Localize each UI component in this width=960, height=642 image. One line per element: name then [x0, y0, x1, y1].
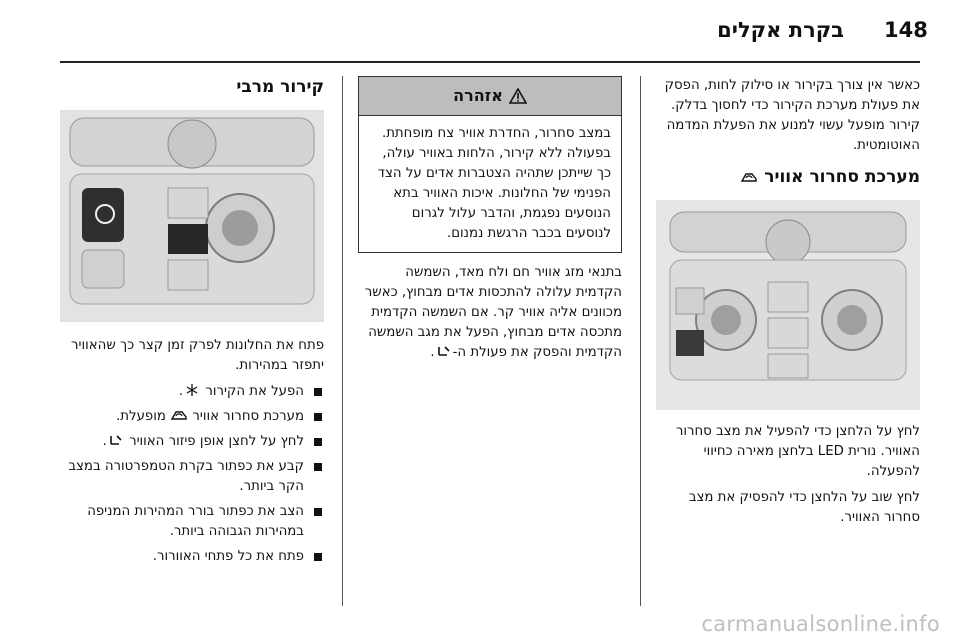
recirculation-icon: [170, 409, 188, 421]
column-right: [656, 76, 920, 534]
warning-header: [359, 77, 621, 116]
page-title: בקרת אקלים: [717, 18, 844, 42]
warning-box: [358, 76, 622, 253]
step-text: פתח את כל פתחי האוורור.: [152, 549, 304, 564]
fogging-paragraph: בתנאי מזג אוויר חם ולח מאד, השמשה הקדמית עלולה להתכסות אדים מבחוץ, כאשר מכוונים אליה אוויר קר. אם השמשה הקדמית מתכסה אדים מבחוץ, הפעל את מגב השמשה הקדמית והפסק את פעולת ה-.: [364, 265, 622, 360]
list-item: מערכת סחרור אוויר מופעלת.: [60, 407, 324, 427]
list-item: הפעל את הקירור .: [60, 382, 324, 402]
column-divider-left: [342, 76, 343, 606]
column-left: [60, 76, 324, 572]
air-distribution-icon: [107, 434, 125, 446]
watermark: carmanualsonline.info: [701, 612, 940, 636]
step-text: הצב את כפתור בורר המהירות המניפה במהירות הגבוהה ביותר.: [87, 504, 304, 539]
recirculation-on-text: לחץ על הלחצן כדי להפעיל את מצב סחרור האוויר. נורית LED בלחצן מאירה כחיווי להפעלה.: [675, 424, 920, 479]
column-middle: [358, 76, 622, 369]
warning-triangle-icon: [509, 88, 527, 104]
recirculation-heading-text: מערכת סחרור אוויר: [764, 167, 920, 187]
snowflake-icon: [183, 384, 201, 396]
page-header: [0, 0, 960, 62]
page-number: 148: [884, 18, 928, 42]
list-item: [60, 457, 324, 497]
warning-title: אזהרה: [453, 86, 503, 105]
recirculation-photo: [656, 200, 920, 410]
max-cooling-steps: [60, 382, 324, 567]
step-text: קבע את כפתור בקרת הטמפרטורה במצב הקר ביותר.: [68, 459, 304, 494]
max-cooling-heading: קירור מרבי: [236, 77, 324, 97]
max-cooling-intro: פתח את החלונות לפרק זמן קצר כך שהאוויר יתפזר במהירות.: [71, 338, 324, 373]
climate-panel-closeup-image: [60, 110, 324, 322]
header-rule: [60, 61, 920, 63]
recirculation-off-text: לחץ שוב על הלחצן כדי להפסיק את מצב סחרור האוויר.: [688, 490, 920, 525]
step-text: הפעל את הקירור: [205, 384, 304, 399]
step-text: לחץ על לחצן אופן פיזור האוויר: [129, 434, 304, 449]
max-cooling-photo: [60, 110, 324, 322]
list-item: לחץ על לחצן אופן פיזור האוויר .: [60, 432, 324, 452]
air-distribution-icon: [435, 345, 453, 357]
cooling-intro-text: כאשר אין צורך בקירור או סילוק לחות, הפסק את פעולת מערכת הקירור כדי לחסוך בדלק. קירור מופעל עשוי למנוע את הפעלת המדמה האוטומטית.: [664, 78, 920, 153]
column-divider-right: [640, 76, 641, 606]
step-text: מערכת סחרור אוויר: [192, 409, 304, 424]
list-item: [60, 547, 324, 567]
fogging-suffix: ה-: [452, 345, 467, 360]
recirculation-icon: [740, 171, 758, 183]
warning-text: במצב סחרור, החדרת אוויר צח מופחתת. בפעולה ללא קירור, הלחות באוויר עולה, כך שייתכן שתהיה הצטברות אדים על הצד הפנימי של החלונות. איכות האוויר בתא הנוסעים נפגמת, והדבר עלול לגרום לנוסעים בכבר הרגשת נמנום.: [377, 126, 611, 241]
recirculation-heading: [656, 166, 920, 188]
climate-panel-image: [656, 200, 920, 410]
fogging-text: בתנאי מזג אוויר חם ולח מאד, השמשה הקדמית עלולה להתכסות אדים מבחוץ, כאשר מכוונים אליה אוויר קר. אם השמשה הקדמית מתכסה אדים מבחוץ, הפעל את מגב השמשה הקדמית והפסק את פעולת: [364, 265, 622, 360]
list-item: [60, 502, 324, 542]
